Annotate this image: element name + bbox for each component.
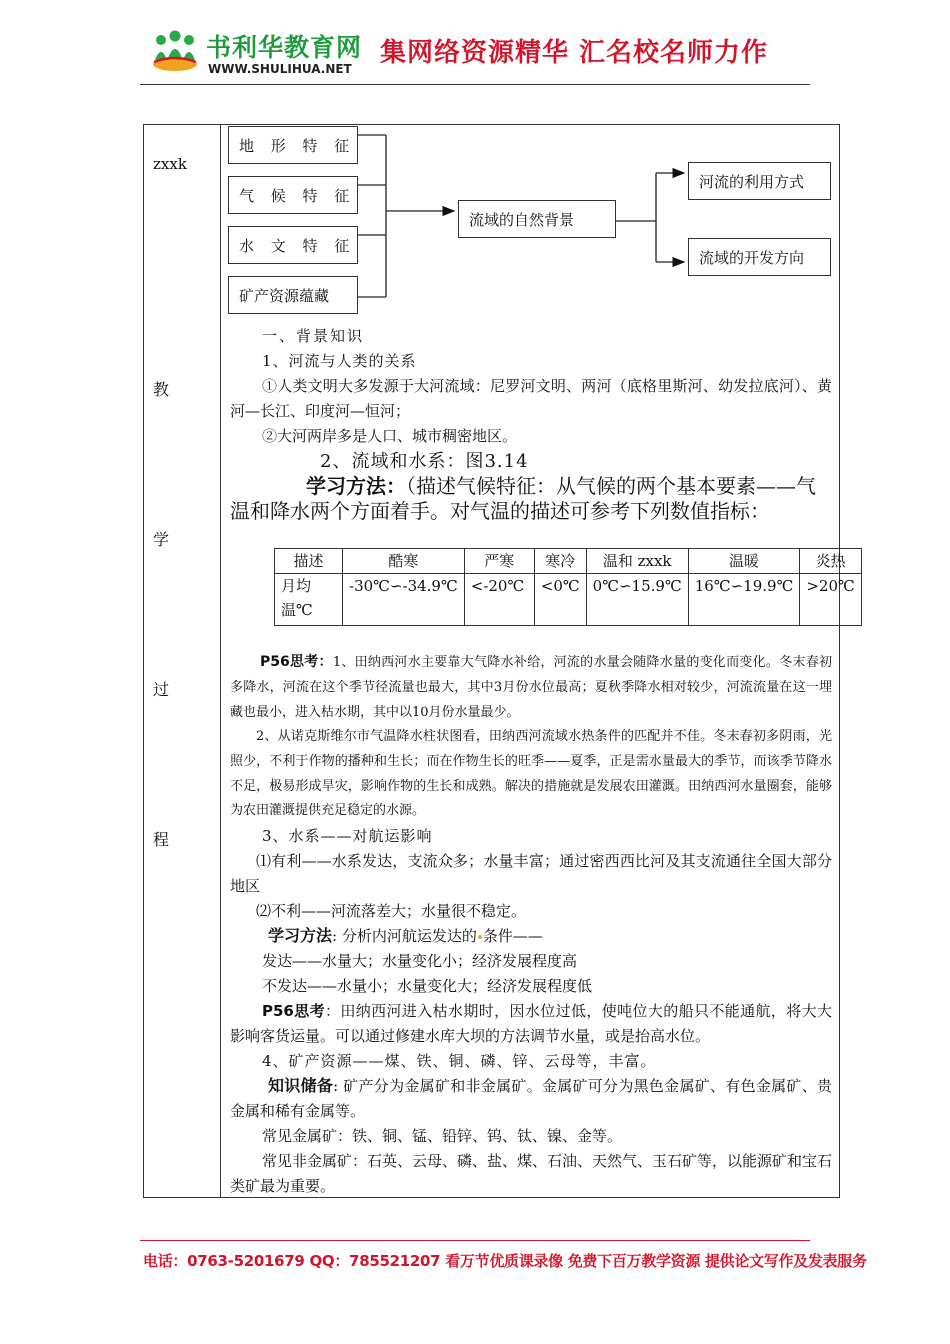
lesson-table-column-divider (220, 124, 221, 1198)
nonmetal-minerals: 常见非金属矿：石英、云母、磷、盐、煤、石油、天然气、玉石矿等，以能源矿和宝石类矿最为重要。 (230, 1152, 833, 1195)
diagram-box-natural-background: 流域的自然背景 (458, 200, 616, 238)
table-header-cell: 炎热 (800, 549, 861, 574)
metal-minerals: 常见金属矿：铁、铜、锰、铅锌、钨、钛、镍、金等。 (262, 1127, 623, 1145)
diagram-box-minerals: 矿产资源蕴藏 (228, 276, 358, 314)
table-header-cell: 寒冷 (534, 549, 586, 574)
site-name: 书利华教育网 (206, 33, 363, 62)
study-method-1-label: 学习方法： (306, 474, 406, 498)
think-2-text: ：田纳西河进入枯水期时，因水位过低，使吨位大的船只不能通航，将大大影响客货运量。可以通过修建水库大坝的方法调节水量，或是抬高水位。 (230, 1002, 832, 1045)
section-1-paragraph-1: ①人类文明大多发源于大河流域：尼罗河文明、两河（底格里斯河、幼发拉底河）、黄河—长江、印度河—恒河； (230, 377, 832, 420)
think-2-label: P56思考 (262, 1002, 325, 1020)
section-3-paragraph-2: ⑵不利——河流落差大；水量很不稳定。 (256, 902, 527, 920)
section-3-title: 3、水系——对航运影响 (262, 827, 433, 845)
section-3-paragraph-1: ⑴有利——水系发达，支流众多；水量丰富；通过密西西比河及其支流通往全国大部分地区 (230, 852, 832, 895)
section-1-title: 一、背景知识 (262, 327, 365, 345)
site-url: WWW.SHULIHUA.NET (208, 62, 352, 76)
table-cell: 0℃∽15.9℃ (586, 574, 688, 626)
section-3-line-1: 发达——水量大；水量变化小；经济发展程度高 (262, 952, 578, 970)
diagram-box-terrain: 地 形 特 征 (228, 126, 358, 164)
section-2-title: 2、流域和水系：图3.14 (320, 451, 529, 472)
knowledge-text: : 矿产分为金属矿和非金属矿。金属矿可分为黑色金属矿、有色金属矿、贵金属和稀有金属等。 (230, 1077, 832, 1120)
table-header-cell: 描述 (275, 549, 343, 574)
footer-divider (140, 1240, 810, 1241)
orange-dot-mark (478, 935, 482, 939)
diagram-box-river-use: 河流的利用方式 (688, 162, 831, 200)
section-3-line-2: 不发达——水量小；水量变化大；经济发展程度低 (262, 977, 593, 995)
page-header (140, 22, 810, 84)
temperature-table (274, 548, 862, 626)
side-watermark: zxxk (153, 155, 187, 173)
side-char-2: 学 (153, 530, 170, 549)
think-2-paragraph (230, 999, 832, 1049)
section-1-paragraph-2: ②大河两岸多是人口、城市稠密地区。 (262, 427, 518, 445)
logo-people-icon (152, 28, 198, 72)
table-row-label: 月均温℃ (275, 574, 343, 626)
table-cell: >20℃ (800, 574, 861, 626)
temperature-table-header (275, 549, 862, 574)
think-1-paragraph-1 (230, 650, 832, 725)
diagram-box-climate: 气 候 特 征 (228, 176, 358, 214)
table-cell: 16℃∽19.9℃ (688, 574, 800, 626)
side-char-4: 程 (153, 830, 170, 849)
section-4-title: 4、矿产资源——煤、铁、铜、磷、锌、云母等，丰富。 (262, 1052, 657, 1070)
side-char-1: 教 (153, 380, 170, 399)
temperature-table-row (275, 574, 862, 626)
study-method-2-label: 学习方法 (268, 926, 333, 945)
think-1-text-1: 1、田纳西河水主要靠大气降水补给，河流的水量会随降水量的变化而变化。冬末春初多降水，河流在这个季节径流量也最大，其中3月份水位最高；夏秋季降水相对较少，河流流量在这一埋藏也最小，进入枯水期，其中以10月份水量最少。 (230, 655, 832, 720)
knowledge-paragraph (230, 1074, 832, 1124)
footer-contact: 电话：0763-5201679 QQ：785521207 看万节优质课录像 免费下百万教学资源 提供论文写作及发表服务 (143, 1252, 867, 1270)
table-cell: <0℃ (534, 574, 586, 626)
header-divider (140, 84, 810, 85)
think-1-paragraph-2: 2、从诺克斯维尔市气温降水柱状图看，田纳西河流域水热条件的匹配并不佳。冬末春初多阴雨，光照少，不利于作物的播种和生长；而在作物生长的旺季——夏季，正是需水量最大的季节，而该季节降水不足，极易形成旱灾，影响作物的生长和成熟。解决的措施就是发展农田灌溉。田纳西河水量圈套，能够为农田灌溉提供充足稳定的水源。 (230, 729, 832, 819)
diagram-box-hydrology: 水 文 特 征 (228, 226, 358, 264)
table-header-cell: 温和 zxxk (586, 549, 688, 574)
diagram-box-development: 流域的开发方向 (688, 238, 831, 276)
table-cell: -30℃∽-34.9℃ (343, 574, 465, 626)
table-header-cell: 严寒 (464, 549, 534, 574)
side-char-3: 过 (153, 680, 170, 699)
table-header-cell: 酷寒 (343, 549, 465, 574)
study-method-2 (268, 924, 543, 949)
study-method-1 (230, 474, 832, 524)
section-1-subtitle: 1、河流与人类的关系 (262, 352, 417, 370)
header-slogan: 集网络资源精华 汇名校名师力作 (380, 38, 769, 68)
study-method-2-text-a: : 分析内河航运发达的 (332, 927, 477, 945)
table-header-cell: 温暖 (688, 549, 800, 574)
knowledge-label: 知识储备 (268, 1076, 334, 1095)
think-1-label: P56思考： (260, 654, 333, 670)
table-cell: <-20℃ (464, 574, 534, 626)
study-method-1-text: （描述气候特征：从气候的两个基本要素——气温和降水两个方面着手。对气温的描述可参考下列数值指标： (230, 474, 816, 523)
study-method-2-text-b: 条件—— (482, 927, 543, 945)
